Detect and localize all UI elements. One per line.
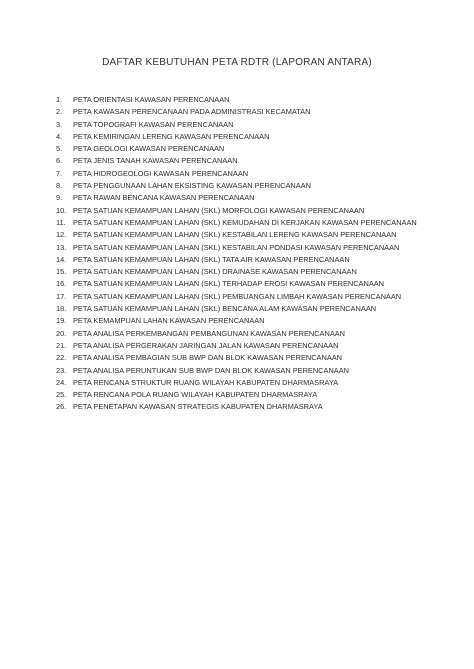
list-item [56, 155, 417, 167]
list-item [56, 143, 417, 155]
list-item-number: 19. [56, 316, 67, 326]
list-item-number: 4. [56, 131, 63, 141]
list-item [56, 352, 417, 364]
list-item-label: PETA RAWAN BENCANA KAWASAN PERENCANAAN [73, 193, 255, 203]
list-item [56, 278, 417, 290]
list-item-label: PETA ANALISA PEMBAGIAN SUB BWP DAN BLOK KAWASAN PERENCANAAN [73, 353, 343, 363]
list-item [56, 205, 417, 217]
list-item-label: PETA RENCANA STRUKTUR RUANG WILAYAH KABUPATEN DHARMASRAYA [73, 377, 339, 387]
list-item [56, 303, 417, 315]
list-item-number: 12. [56, 230, 67, 240]
list-item [56, 401, 417, 413]
list-item-number: 9. [56, 193, 63, 203]
list-item [56, 180, 417, 192]
list-item-label: PETA HIDROGEOLOGI KAWASAN PERENCANAAN [73, 168, 249, 178]
list-item [56, 328, 417, 340]
list-item [56, 192, 417, 204]
list-item [56, 131, 417, 143]
list-item-label: PETA ANALISA PERUNTUKAN SUB BWP DAN BLOK KAWASAN PERENCANAAN [73, 365, 349, 375]
list-item [56, 217, 417, 229]
list-item [56, 168, 417, 180]
list-item-number: 8. [56, 181, 63, 191]
list-item-number: 5. [56, 144, 63, 154]
document-title: DAFTAR KEBUTUHAN PETA RDTR (LAPORAN ANTARA) [102, 57, 372, 68]
list-item [56, 291, 417, 303]
list-item-label: PETA PENETAPAN KAWASAN STRATEGIS KABUPATEN DHARMASRAYA [73, 402, 323, 412]
list-item-number: 24. [56, 377, 67, 387]
list-item-label: PETA SATUAN KEMAMPUAN LAHAN (SKL) PEMBUANGAN LIMBAH KAWASAN PERENCANAAN [73, 291, 402, 301]
list-item-label: PETA SATUAN KEMAMPUAN LAHAN (SKL) KEMUDAHAN DI KERJAKAN KAWASAN PERENCANAAN [73, 217, 417, 227]
list-item-number: 13. [56, 242, 67, 252]
list-item-number: 7. [56, 168, 63, 178]
list-item-number: 26. [56, 402, 67, 412]
list-item [56, 242, 417, 254]
list-item-label: PETA RENCANA POLA RUANG WILAYAH KABUPATEN DHARMASRAYA [73, 390, 318, 400]
list-item-number: 2. [56, 107, 63, 117]
list-item-label: PETA KEMIRINGAN LERENG KAWASAN PERENCANAAN [73, 131, 270, 141]
list-item-number: 14. [56, 254, 67, 264]
list-item-label: PETA TOPOGRAFI KAWASAN PERENCANAAN [73, 119, 234, 129]
list-item-label: PETA JENIS TANAH KAWASAN PERENCANAAN [73, 156, 238, 166]
list-item-number: 10. [56, 205, 67, 215]
list-item-number: 16. [56, 279, 67, 289]
list-item [56, 377, 417, 389]
list-item-number: 18. [56, 304, 67, 314]
list-item-number: 17. [56, 291, 67, 301]
list-item-number: 25. [56, 390, 67, 400]
list-item [56, 229, 417, 241]
map-requirements-list [56, 94, 417, 414]
list-item [56, 266, 417, 278]
list-item [56, 315, 417, 327]
list-item-number: 15. [56, 267, 67, 277]
list-item [56, 389, 417, 401]
list-item [56, 119, 417, 131]
list-item-number: 3. [56, 119, 63, 129]
list-item-label: PETA PENGGUNAAN LAHAN EKSISTING KAWASAN PERENCANAAN [73, 181, 311, 191]
list-item-label: PETA SATUAN KEMAMPUAN LAHAN (SKL) MORFOLOGI KAWASAN PERENCANAAN [73, 205, 365, 215]
list-item-label: PETA SATUAN KEMAMPUAN LAHAN (SKL) BENCANA ALAM KAWASAN PERENCANAAN [73, 304, 377, 314]
list-item-number: 22. [56, 353, 67, 363]
list-item-number: 23. [56, 365, 67, 375]
list-item-label: PETA SATUAN KEMAMPUAN LAHAN (SKL) TATA AIR KAWASAN PERENCANAAN [73, 254, 350, 264]
list-item-label: PETA SATUAN KEMAMPUAN LAHAN (SKL) TERHADAP EROSI KAWASAN PERENCANAAN [73, 279, 385, 289]
list-item [56, 365, 417, 377]
list-item-number: 21. [56, 340, 67, 350]
list-item-label: PETA ANALISA PERGERAKAN JARINGAN JALAN KAWASAN PERENCANAAN [73, 340, 339, 350]
list-item-number: 20. [56, 328, 67, 338]
list-item-label: PETA SATUAN KEMAMPUAN LAHAN (SKL) KESTABILAN PONDASI KAWASAN PERENCANAAN [73, 242, 400, 252]
list-item-label: PETA ORIENTASI KAWASAN PERENCANAAN [73, 95, 230, 104]
list-item-label: PETA ANALISA PERKEMBANGAN PEMBANGUNAN KAWASAN PERENCANAAN [73, 328, 346, 338]
list-item [56, 94, 417, 106]
list-item-number: 6. [56, 156, 63, 166]
list-item-label: PETA SATUAN KEMAMPUAN LAHAN (SKL) DRAINASE KAWASAN PERENCANAAN [73, 267, 357, 277]
list-item-label: PETA GEOLOGI KAWASAN PERENCANAAN [73, 144, 225, 154]
list-item-label: PETA KAWASAN PERENCANAAN PADA ADMINISTRASI KECAMATAN [73, 107, 311, 117]
list-item [56, 106, 417, 118]
list-item-label: PETA SATUAN KEMAMPUAN LAHAN (SKL) KESTABILAN LERENG KAWASAN PERENCANAAN [73, 230, 397, 240]
list-item-label: PETA KEMAMPUAN LAHAN KAWASAN PERENCANAAN [73, 316, 265, 326]
list-item [56, 254, 417, 266]
list-item [56, 340, 417, 352]
list-item-number: 1. [56, 95, 63, 104]
list-item-number: 11. [56, 217, 66, 227]
